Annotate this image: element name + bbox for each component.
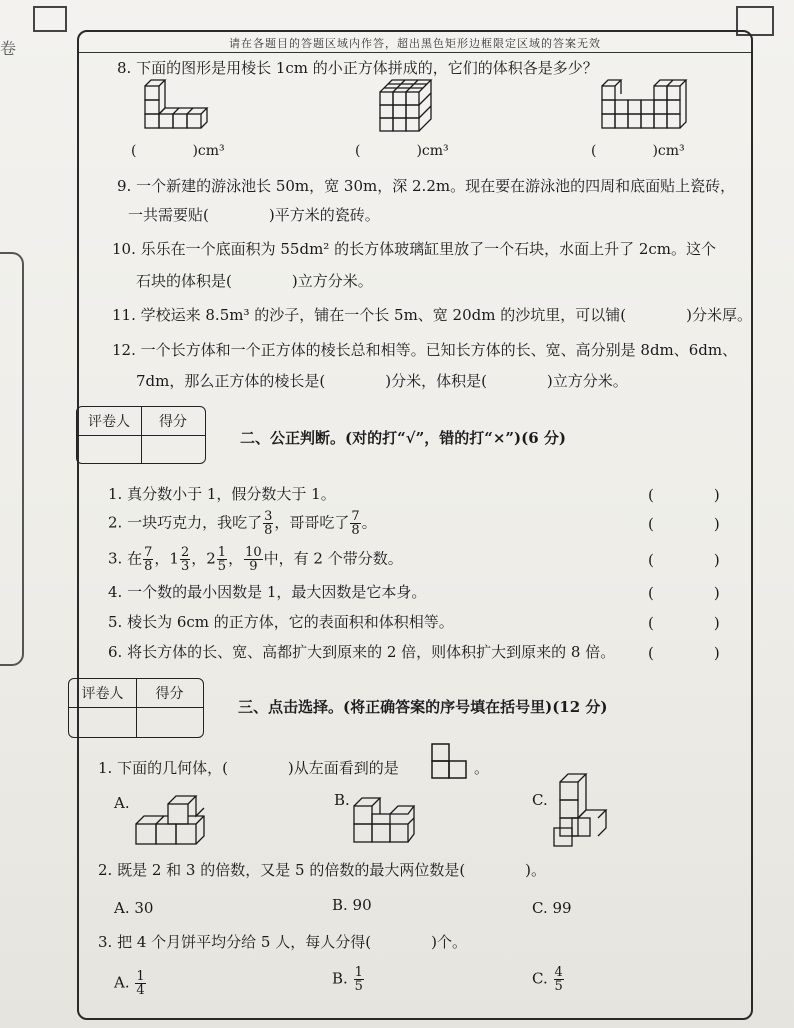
- q12-line-2: 7dm，那么正方体的棱长是( )分米，体积是( )立方分米。: [136, 372, 628, 390]
- q10-line-2: 石块的体积是( )立方分米。: [136, 272, 373, 290]
- judge-answer-6[interactable]: ( ): [648, 644, 720, 662]
- score-box-section-3: [68, 678, 204, 738]
- judge-item-6: 6. 将长方体的长、宽、高都扩大到原来的 2 倍，则体积扩大到原来的 8 倍。: [108, 643, 616, 661]
- corner-mark-left: [33, 6, 67, 32]
- banner-divider: [79, 52, 751, 53]
- q11-line-1: 11. 学校运来 8.5m³ 的沙子，铺在一个长 5m、宽 20dm 的沙坑里，可以铺( )分米厚。: [112, 306, 752, 324]
- choice-q3-option-b[interactable]: B. $\frac{1}{5}$: [332, 965, 363, 994]
- choice-q1-option-a[interactable]: A.: [114, 794, 130, 812]
- score-box-score-label: 得分: [159, 414, 187, 430]
- q8-answer-2[interactable]: ( )cm³: [355, 143, 449, 159]
- choice-q3-option-a[interactable]: A. $\frac{1}{4}$: [114, 969, 145, 998]
- judge-answer-4[interactable]: ( ): [648, 584, 720, 602]
- choice-q2-option-c[interactable]: C. 99: [532, 899, 572, 917]
- q9-line-2: 一共需要贴( )平方米的瓷砖。: [128, 206, 380, 224]
- judge-answer-2[interactable]: ( ): [648, 515, 720, 533]
- choice-q3-text: 3. 把 4 个月饼平均分给 5 人，每人分得( )个。: [98, 933, 467, 951]
- judge-answer-1[interactable]: ( ): [648, 486, 720, 504]
- judge-item-2: 2. 一块巧克力，我吃了 $\frac{3}{8}$ ，哥哥吃了 $\frac{7}{8}$ 。: [108, 509, 377, 538]
- choice-q3-option-c[interactable]: C. $\frac{4}{5}$: [532, 965, 563, 994]
- cube-figure-3: [600, 76, 696, 136]
- left-view-shape: [430, 742, 470, 782]
- judge-item-4: 4. 一个数的最小因数是 1，最大因数是它本身。: [108, 583, 427, 601]
- edge-binding-tab: [0, 252, 24, 666]
- q8-text: 8. 下面的图形是用棱长 1cm 的小正方体拼成的，它们的体积各是多少？: [117, 59, 598, 77]
- q12-line-1: 12. 一个长方体和一个正方体的棱长总和相等。已知长方体的长、宽、高分别是 8dm、6dm、: [112, 341, 738, 359]
- q9-line-1: 9. 一个新建的游泳池长 50m，宽 30m，深 2.2m。现在要在游泳池的四周和底面贴上瓷砖，: [117, 177, 736, 195]
- solid-option-b: [352, 792, 432, 852]
- q10-line-1: 10. 乐乐在一个底面积为 55dm² 的长方体玻璃缸里放了一个石块，水面上升了 2cm。这个: [112, 240, 717, 258]
- section-3-title: 三、点击选择。(将正确答案的序号填在括号里)(12 分): [238, 698, 608, 716]
- judge-item-5: 5. 棱长为 6cm 的正方体，它的表面积和体积相等。: [108, 613, 454, 631]
- judge-answer-3[interactable]: ( ): [648, 551, 720, 569]
- cube-figure-1: [143, 76, 213, 136]
- choice-q1-text: 1. 下面的几何体，( )从左面看到的是: [98, 759, 399, 777]
- score-box-grader-label: 评卷人: [81, 686, 124, 702]
- choice-q1-option-b[interactable]: B.: [334, 791, 350, 809]
- solid-option-a: [134, 790, 216, 854]
- choice-q1-option-c[interactable]: C.: [532, 791, 548, 809]
- cube-figure-2: [378, 78, 438, 134]
- choice-q2-option-a[interactable]: A. 30: [114, 899, 154, 917]
- judge-answer-5[interactable]: ( ): [648, 614, 720, 632]
- q8-answer-1[interactable]: ( )cm³: [131, 143, 225, 159]
- judge-item-3: 3. 在 $\frac{7}{8}$ ，1 $\frac{2}{3}$ ，2 $\frac{1}{5}$ ， $\frac{10}{9}$ 中，有 2 个带分数。: [108, 545, 403, 574]
- choice-q1-end: 。: [474, 759, 490, 777]
- score-box-grader-label: 评卷人: [88, 414, 130, 430]
- q8-answer-3[interactable]: ( )cm³: [591, 143, 685, 159]
- edge-mark: 卷: [0, 39, 17, 58]
- solid-option-c: [552, 770, 614, 852]
- judge-item-1: 1. 真分数小于 1，假分数大于 1。: [108, 485, 336, 503]
- section-2-title: 二、公正判断。(对的打“√”，错的打“×”)(6 分): [240, 429, 566, 447]
- score-box-score-label: 得分: [155, 686, 184, 702]
- banner-notice: 请在各题目的答题区域内作答，超出黑色矩形边框限定区域的答案无效: [229, 37, 601, 50]
- choice-q2-option-b[interactable]: B. 90: [332, 896, 372, 914]
- score-box-section-2: [76, 406, 206, 464]
- choice-q2-text: 2. 既是 2 和 3 的倍数，又是 5 的倍数的最大两位数是( )。: [98, 861, 547, 879]
